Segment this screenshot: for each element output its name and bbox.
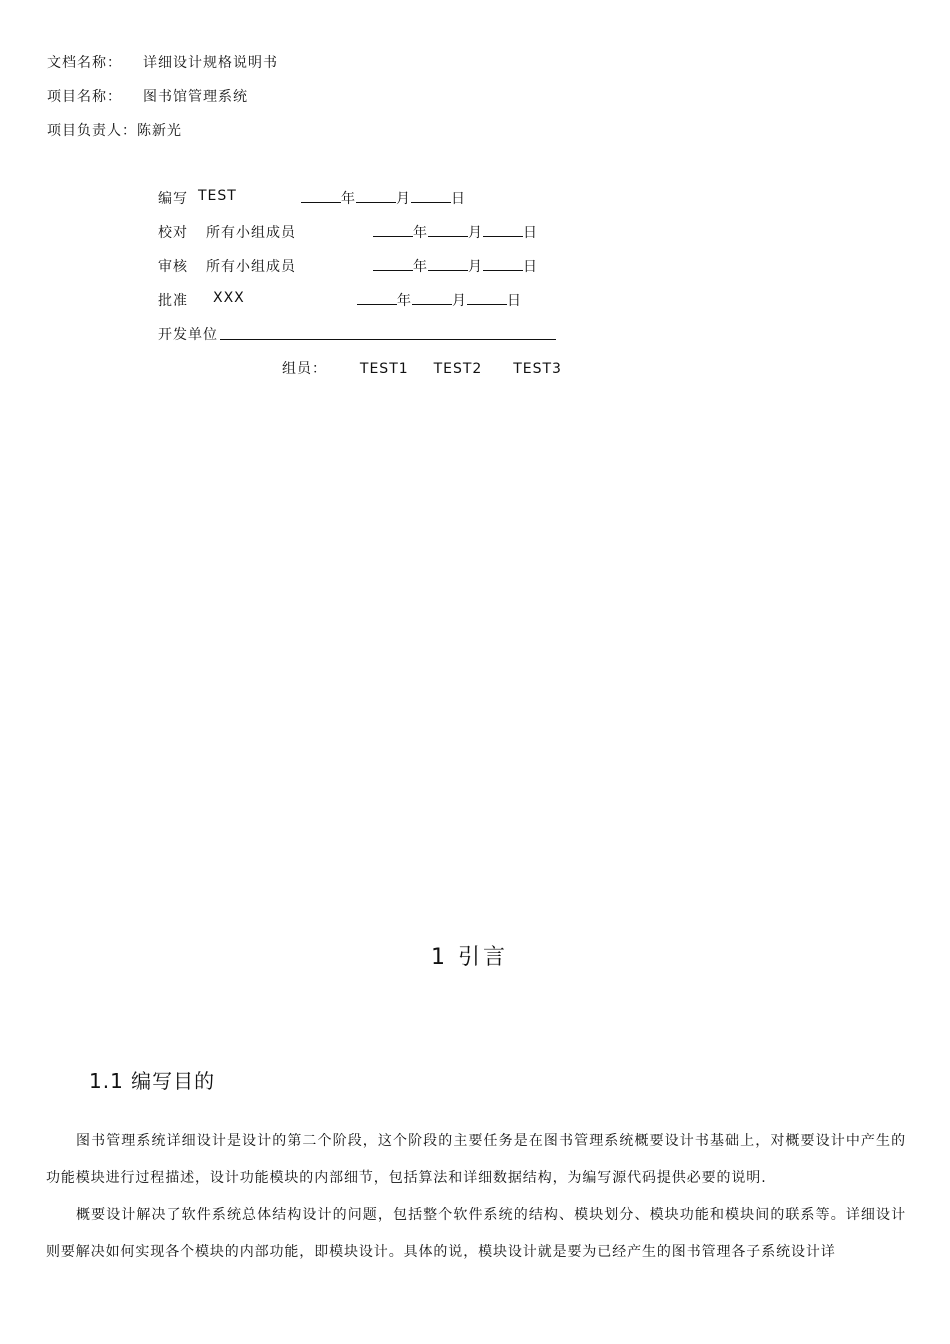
signoff-date: 年 月 日	[373, 256, 538, 276]
signoff-role: 校对	[158, 225, 188, 241]
project-lead-row	[47, 120, 182, 140]
signoff-date: 年 月 日	[357, 290, 522, 310]
dev-unit-line	[220, 339, 556, 340]
dev-unit-label: 开发单位	[158, 327, 218, 343]
members-label: 组员：	[282, 361, 327, 377]
members-row	[282, 358, 562, 378]
body-paragraph: 图书管理系统详细设计是设计的第二个阶段，这个阶段的主要任务是在图书管理系统概要设计书基础上，对概要设计中产生的功能模块进行过程描述，设计功能模块的内部细节，包括算法和详细数据结构，为编写源代码提供必要的说明.	[46, 1133, 906, 1186]
project-lead-value: 陈新光	[137, 123, 182, 139]
section-heading: 1 引言	[431, 945, 508, 970]
signoff-name: 所有小组成员	[206, 225, 296, 241]
signoff-row-approve	[158, 290, 558, 310]
signoff-row-author	[158, 188, 558, 208]
member-name: TEST3	[513, 361, 562, 377]
signoff-date: 年 月 日	[301, 188, 466, 208]
signoff-row-proofread	[158, 222, 558, 242]
project-lead-label: 项目负责人：	[47, 123, 137, 139]
member-name: TEST2	[433, 361, 483, 377]
signoff-role: 批准	[158, 293, 188, 309]
project-name-row	[47, 86, 248, 106]
project-name-value: 图书馆管理系统	[143, 89, 248, 105]
member-name: TEST1	[359, 361, 409, 377]
dev-unit-row	[158, 324, 558, 344]
body-paragraph: 概要设计解决了软件系统总体结构设计的问题，包括整个软件系统的结构、模块划分、模块功能和模块间的联系等。详细设计则要解决如何实现各个模块的内部功能，即模块设计。具体的说，模块设计就是要为已经产生的图书管理各子系统设计详	[46, 1207, 906, 1260]
signoff-name: 所有小组成员	[206, 259, 296, 275]
doc-name-value: 详细设计规格说明书	[143, 55, 278, 71]
doc-name-row	[47, 52, 278, 72]
subsection-heading: 1.1 编写目的	[89, 1069, 216, 1093]
signoff-role: 审核	[158, 259, 188, 275]
signoff-role: 编写	[158, 191, 188, 207]
signoff-name: XXX	[213, 290, 245, 306]
signoff-row-review	[158, 256, 558, 276]
signoff-name: TEST	[198, 188, 237, 204]
doc-name-label: 文档名称：	[47, 55, 122, 71]
project-name-label: 项目名称：	[47, 89, 122, 105]
signoff-date: 年 月 日	[373, 222, 538, 242]
